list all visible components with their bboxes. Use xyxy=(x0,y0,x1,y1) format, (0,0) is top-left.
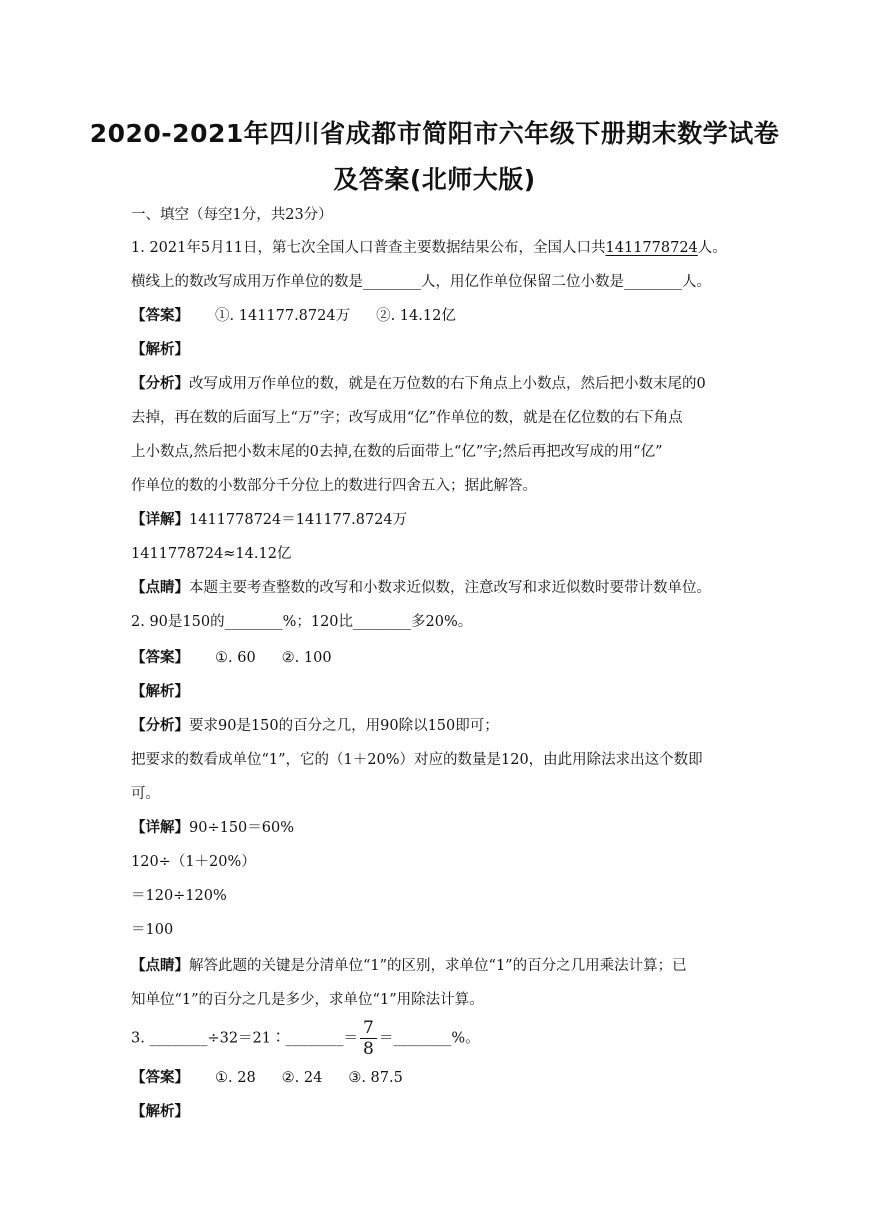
q2-dianjing-line1: 【点睛】解答此题的关键是分清单位“1”的区别，求单位“1”的百分之几用乘法计算；已 xyxy=(131,957,687,974)
q3-jiexi-label: 【解析】 xyxy=(131,1103,189,1120)
q2-fenxi-line1: 【分析】要求90是150的百分之几，用90除以150即可； xyxy=(131,717,499,734)
q1-answer: 【答案】 ①. 141177.8724万 ②. 14.12亿 xyxy=(131,307,456,324)
q1-fenxi-line1: 【分析】改写成用万作单位的数，就是在万位数的右下角点上小数点，然后把小数末尾的0 xyxy=(131,375,706,392)
section-heading: 一、填空（每空1分，共23分） xyxy=(131,207,333,223)
q1-fenxi-line3: 上小数点,然后把小数末尾的0去掉,在数的后面带上“亿”字;然后再把改写成的用“亿” xyxy=(131,444,663,460)
q1-fenxi-line2: 去掉，再在数的后面写上“万”字；改写成用“亿”作单位的数，就是在亿位数的右下角点 xyxy=(131,410,683,426)
q1-dianjing: 【点睛】本题主要考查整数的改写和小数求近似数，注意改写和求近似数时要带计数单位。 xyxy=(131,579,711,596)
q2-fenxi-line2: 把要求的数看成单位“1”，它的（1＋20%）对应的数量是120，由此用除法求出这个数即 xyxy=(131,752,703,768)
q3-stem: 3. ________÷32＝21∶________＝ $\frac{7}{8}$ ＝________%。 xyxy=(131,1018,480,1059)
q1-jiexi-label: 【解析】 xyxy=(131,341,189,358)
q2-fenxi-line3: 可。 xyxy=(131,786,160,802)
q1-fenxi-line4: 作单位的数的小数部分千分位上的数进行四舍五入；据此解答。 xyxy=(131,478,537,494)
q2-xiangjie-line2: 120÷（1＋20%） xyxy=(131,854,256,870)
q3-answer: 【答案】 ①. 28 ②. 24 ③. 87.5 xyxy=(131,1069,403,1086)
q2-xiangjie-line1: 【详解】90÷150＝60% xyxy=(131,819,295,836)
q2-dianjing-line2: 知单位“1”的百分之几是多少，求单位“1”用除法计算。 xyxy=(131,992,484,1008)
q2-xiangjie-line3: ＝120÷120% xyxy=(131,888,227,904)
q1-population-number: 1411778724 xyxy=(605,240,698,256)
q1-xiangjie-line2: 1411778724≈14.12亿 xyxy=(131,546,292,562)
q1-xiangjie-line1: 【详解】1411778724＝141177.8724万 xyxy=(131,511,408,528)
q3-fraction: $\frac{7}{8}$ xyxy=(360,1018,377,1059)
q1-stem-line2: 横线上的数改写成用万作单位的数是________人，用亿作单位保留二位小数是________人。 xyxy=(131,274,711,290)
q2-answer: 【答案】 ①. 60 ②. 100 xyxy=(131,649,332,666)
doc-title-line1: 2020-2021年四川省成都市简阳市六年级下册期末数学试卷 xyxy=(89,119,780,148)
q2-xiangjie-line4: ＝100 xyxy=(131,922,174,938)
q1-stem-line1: 1. 2021年5月11日，第七次全国人口普查主要数据结果公布，全国人口共1411778724人。 xyxy=(131,240,727,256)
q2-jiexi-label: 【解析】 xyxy=(131,683,189,700)
q2-stem: 2. 90是150的________%；120比________多20%。 xyxy=(131,614,473,630)
doc-title-line2: 及答案(北师大版) xyxy=(333,165,536,194)
